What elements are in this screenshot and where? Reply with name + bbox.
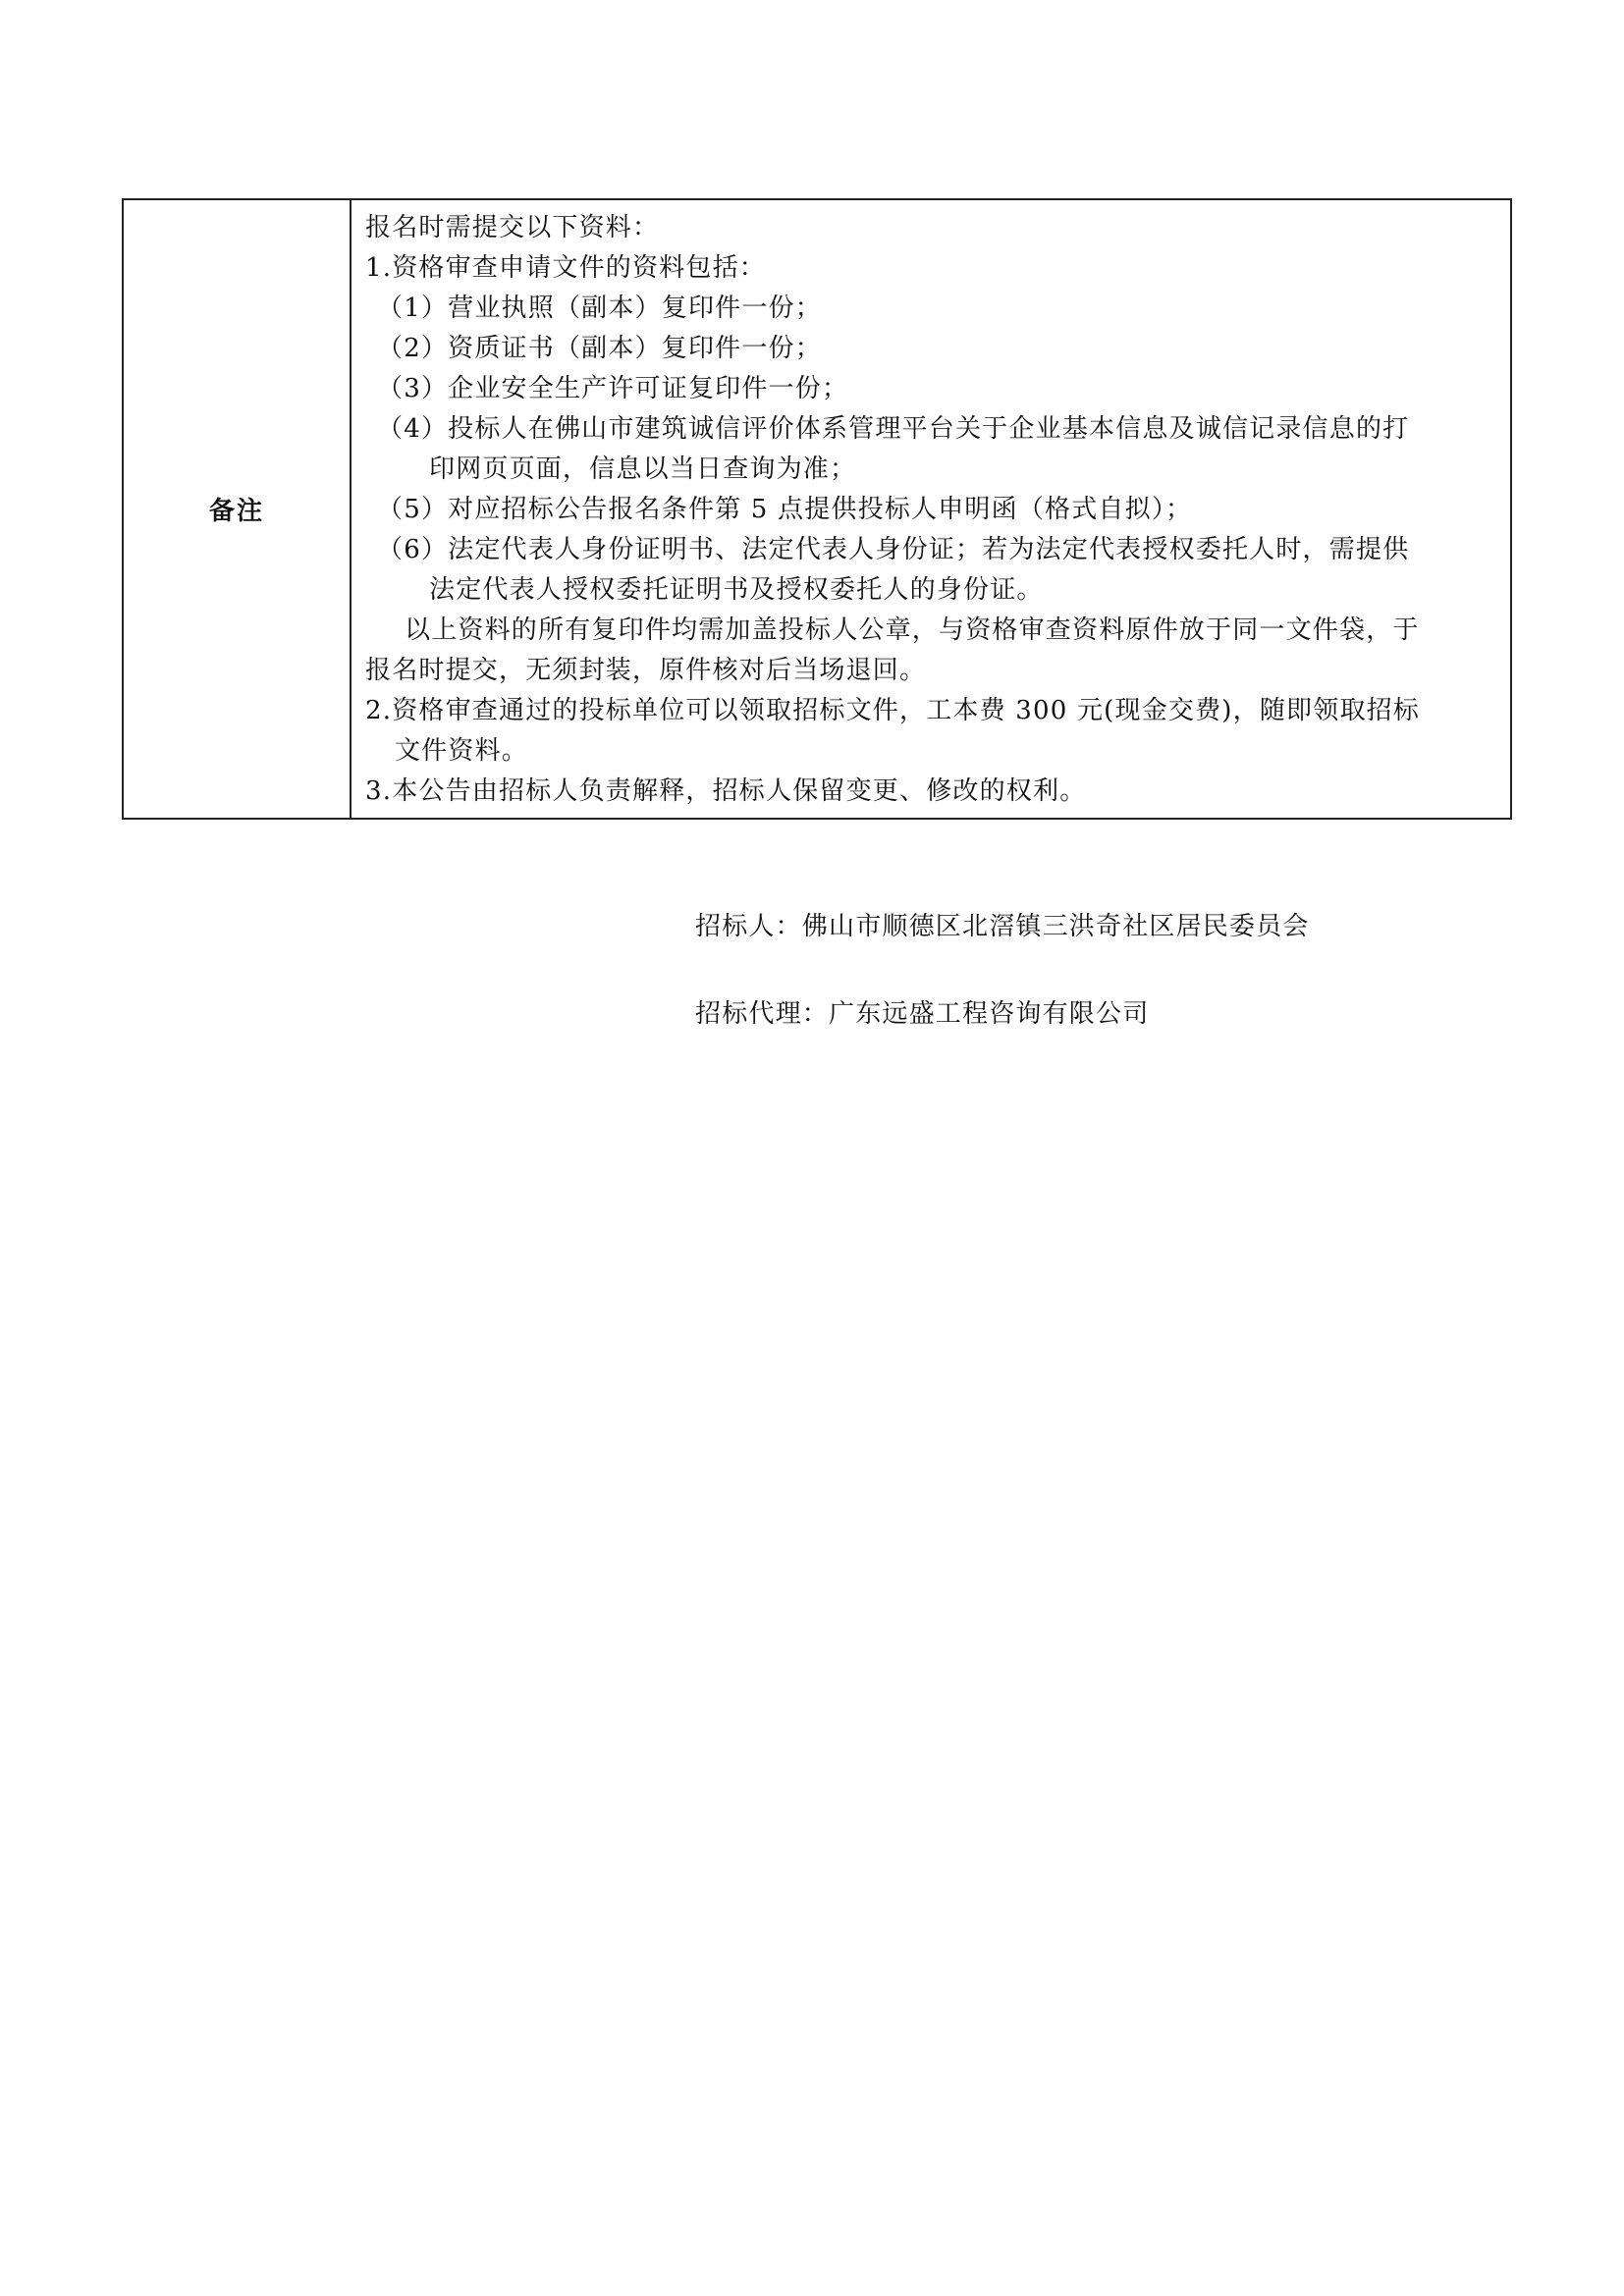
subitem-4-continued: 印网页页面，信息以当日查询为准； xyxy=(429,454,857,484)
subitem-6-continued: 法定代表人授权委托证明书及授权委托人的身份证。 xyxy=(429,575,1044,605)
subitem-5: （5）对应招标公告报名条件第 5 点提供投标人申明函（格式自拟）； xyxy=(377,495,1193,524)
subitem-3: （3）企业安全生产许可证复印件一份； xyxy=(377,374,849,403)
subitem-2: （2）资质证书（副本）复印件一份； xyxy=(377,334,822,363)
subitem-6: （6）法定代表人身份证明书、法定代表人身份证；若为法定代表授权委托人时，需提供 xyxy=(377,535,1410,564)
intro-line: 报名时需提交以下资料： xyxy=(365,213,660,242)
remarks-label: 备注 xyxy=(123,199,351,819)
item-3: 3.本公告由招标人负责解释，招标人保留变更、修改的权利。 xyxy=(365,776,1087,806)
item-2: 2.资格审查通过的投标单位可以领取招标文件，工本费 300 元(现金交费)，随即领取招标 xyxy=(365,696,1421,725)
remarks-row xyxy=(123,199,1511,819)
remarks-table xyxy=(122,198,1512,820)
subitem-4: （4）投标人在佛山市建筑诚信评价体系管理平台关于企业基本信息及诚信记录信息的打 xyxy=(377,414,1410,444)
stamp-paragraph: 以上资料的所有复印件均需加盖投标人公章，与资格审查资料原件放于同一文件袋，于 xyxy=(405,615,1420,645)
tenderer-signature: 招标人：佛山市顺德区北滘镇三洪奇社区居民委员会 xyxy=(695,912,1310,941)
agent-signature: 招标代理：广东远盛工程咨询有限公司 xyxy=(695,999,1150,1029)
remarks-content xyxy=(351,199,1511,819)
item-2-continued: 文件资料。 xyxy=(395,736,529,766)
subitem-1: （1）营业执照（副本）复印件一份； xyxy=(377,294,822,323)
item-1-heading: 1.资格审查申请文件的资料包括： xyxy=(365,253,767,283)
stamp-paragraph-continued: 报名时提交，无须封装，原件核对后当场退回。 xyxy=(365,656,927,685)
